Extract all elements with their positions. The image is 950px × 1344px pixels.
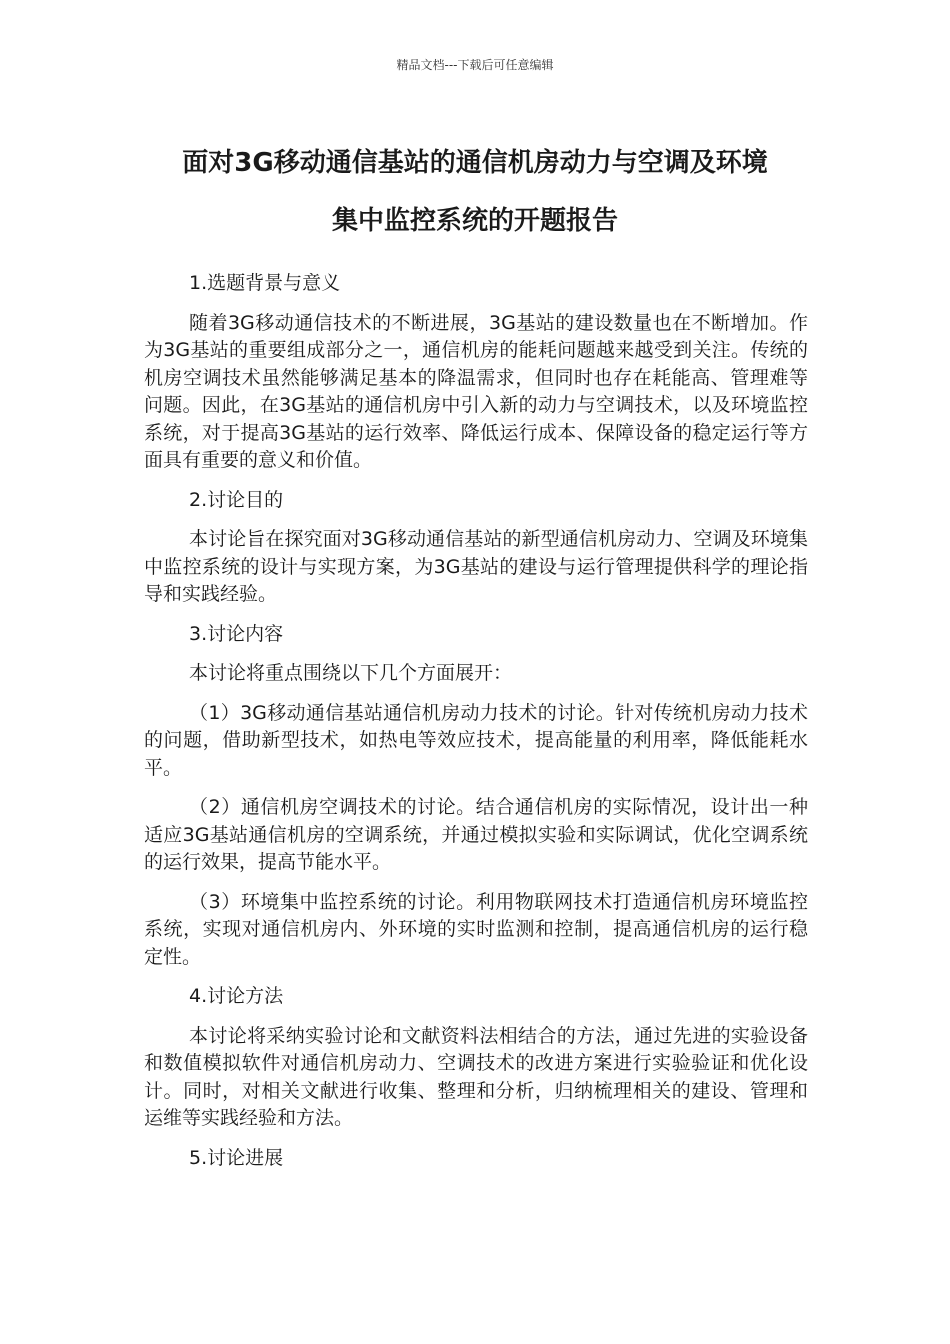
section-paragraph-method: 本讨论将采纳实验讨论和文献资料法相结合的方法，通过先进的实验设备和数值模拟软件对通信机房动力、空调技术的改进方案进行实验验证和优化设计。同时，对相关文献进行收集、整理和分析，归纳梳理相关的建设、管理和运维等实践经验和方法。 xyxy=(144,1024,808,1129)
list-item: （2）通信机房空调技术的讨论。结合通信机房的实际情况，设计出一种适应3G基站通信机房的空调系统，并通过模拟实验和实际调试，优化空调系统的运行效果，提高节能水平。 xyxy=(144,796,808,873)
title-line-1: 面对3G移动通信基站的通信机房动力与空调及环境 xyxy=(182,148,768,178)
section-heading-background: 1.选题背景与意义 xyxy=(189,272,341,294)
page-header: 精品文档---下载后可任意编辑 xyxy=(396,58,554,72)
section-heading-method: 4.讨论方法 xyxy=(189,985,284,1007)
section-paragraph-content-intro: 本讨论将重点围绕以下几个方面展开： xyxy=(189,662,513,684)
title-line-2: 集中监控系统的开题报告 xyxy=(331,206,618,236)
document-body xyxy=(144,270,808,1184)
document-title xyxy=(140,134,810,250)
section-heading-purpose: 2.讨论目的 xyxy=(189,488,284,511)
section-paragraph-purpose: 本讨论旨在探究面对3G移动通信基站的新型通信机房动力、空调及环境集中监控系统的设计与实现方案，为3G基站的建设与运行管理提供科学的理论指导和实践经验。 xyxy=(144,528,808,605)
section-heading-content: 3.讨论内容 xyxy=(189,622,284,645)
list-item: （1）3G移动通信基站通信机房动力技术的讨论。针对传统机房动力技术的问题，借助新型技术，如热电等效应技术，提高能量的利用率，降低能耗水平。 xyxy=(144,701,808,779)
section-heading-progress: 5.讨论进展 xyxy=(189,1146,284,1169)
section-paragraph-background: 随着3G移动通信技术的不断进展，3G基站的建设数量也在不断增加。作为3G基站的重要组成部分之一，通信机房的能耗问题越来越受到关注。传统的机房空调技术虽然能够满足基本的降温需求，但同时也存在耗能高、管理难等问题。因此，在3G基站的通信机房中引入新的动力与空调技术，以及环境监控系统，对于提高3G基站的运行效率、降低运行成本、保障设备的稳定运行等方面具有重要的意义和价值。 xyxy=(144,311,808,471)
list-item: （3）环境集中监控系统的讨论。利用物联网技术打造通信机房环境监控系统，实现对通信机房内、外环境的实时监测和控制，提高通信机房的运行稳定性。 xyxy=(144,890,808,968)
